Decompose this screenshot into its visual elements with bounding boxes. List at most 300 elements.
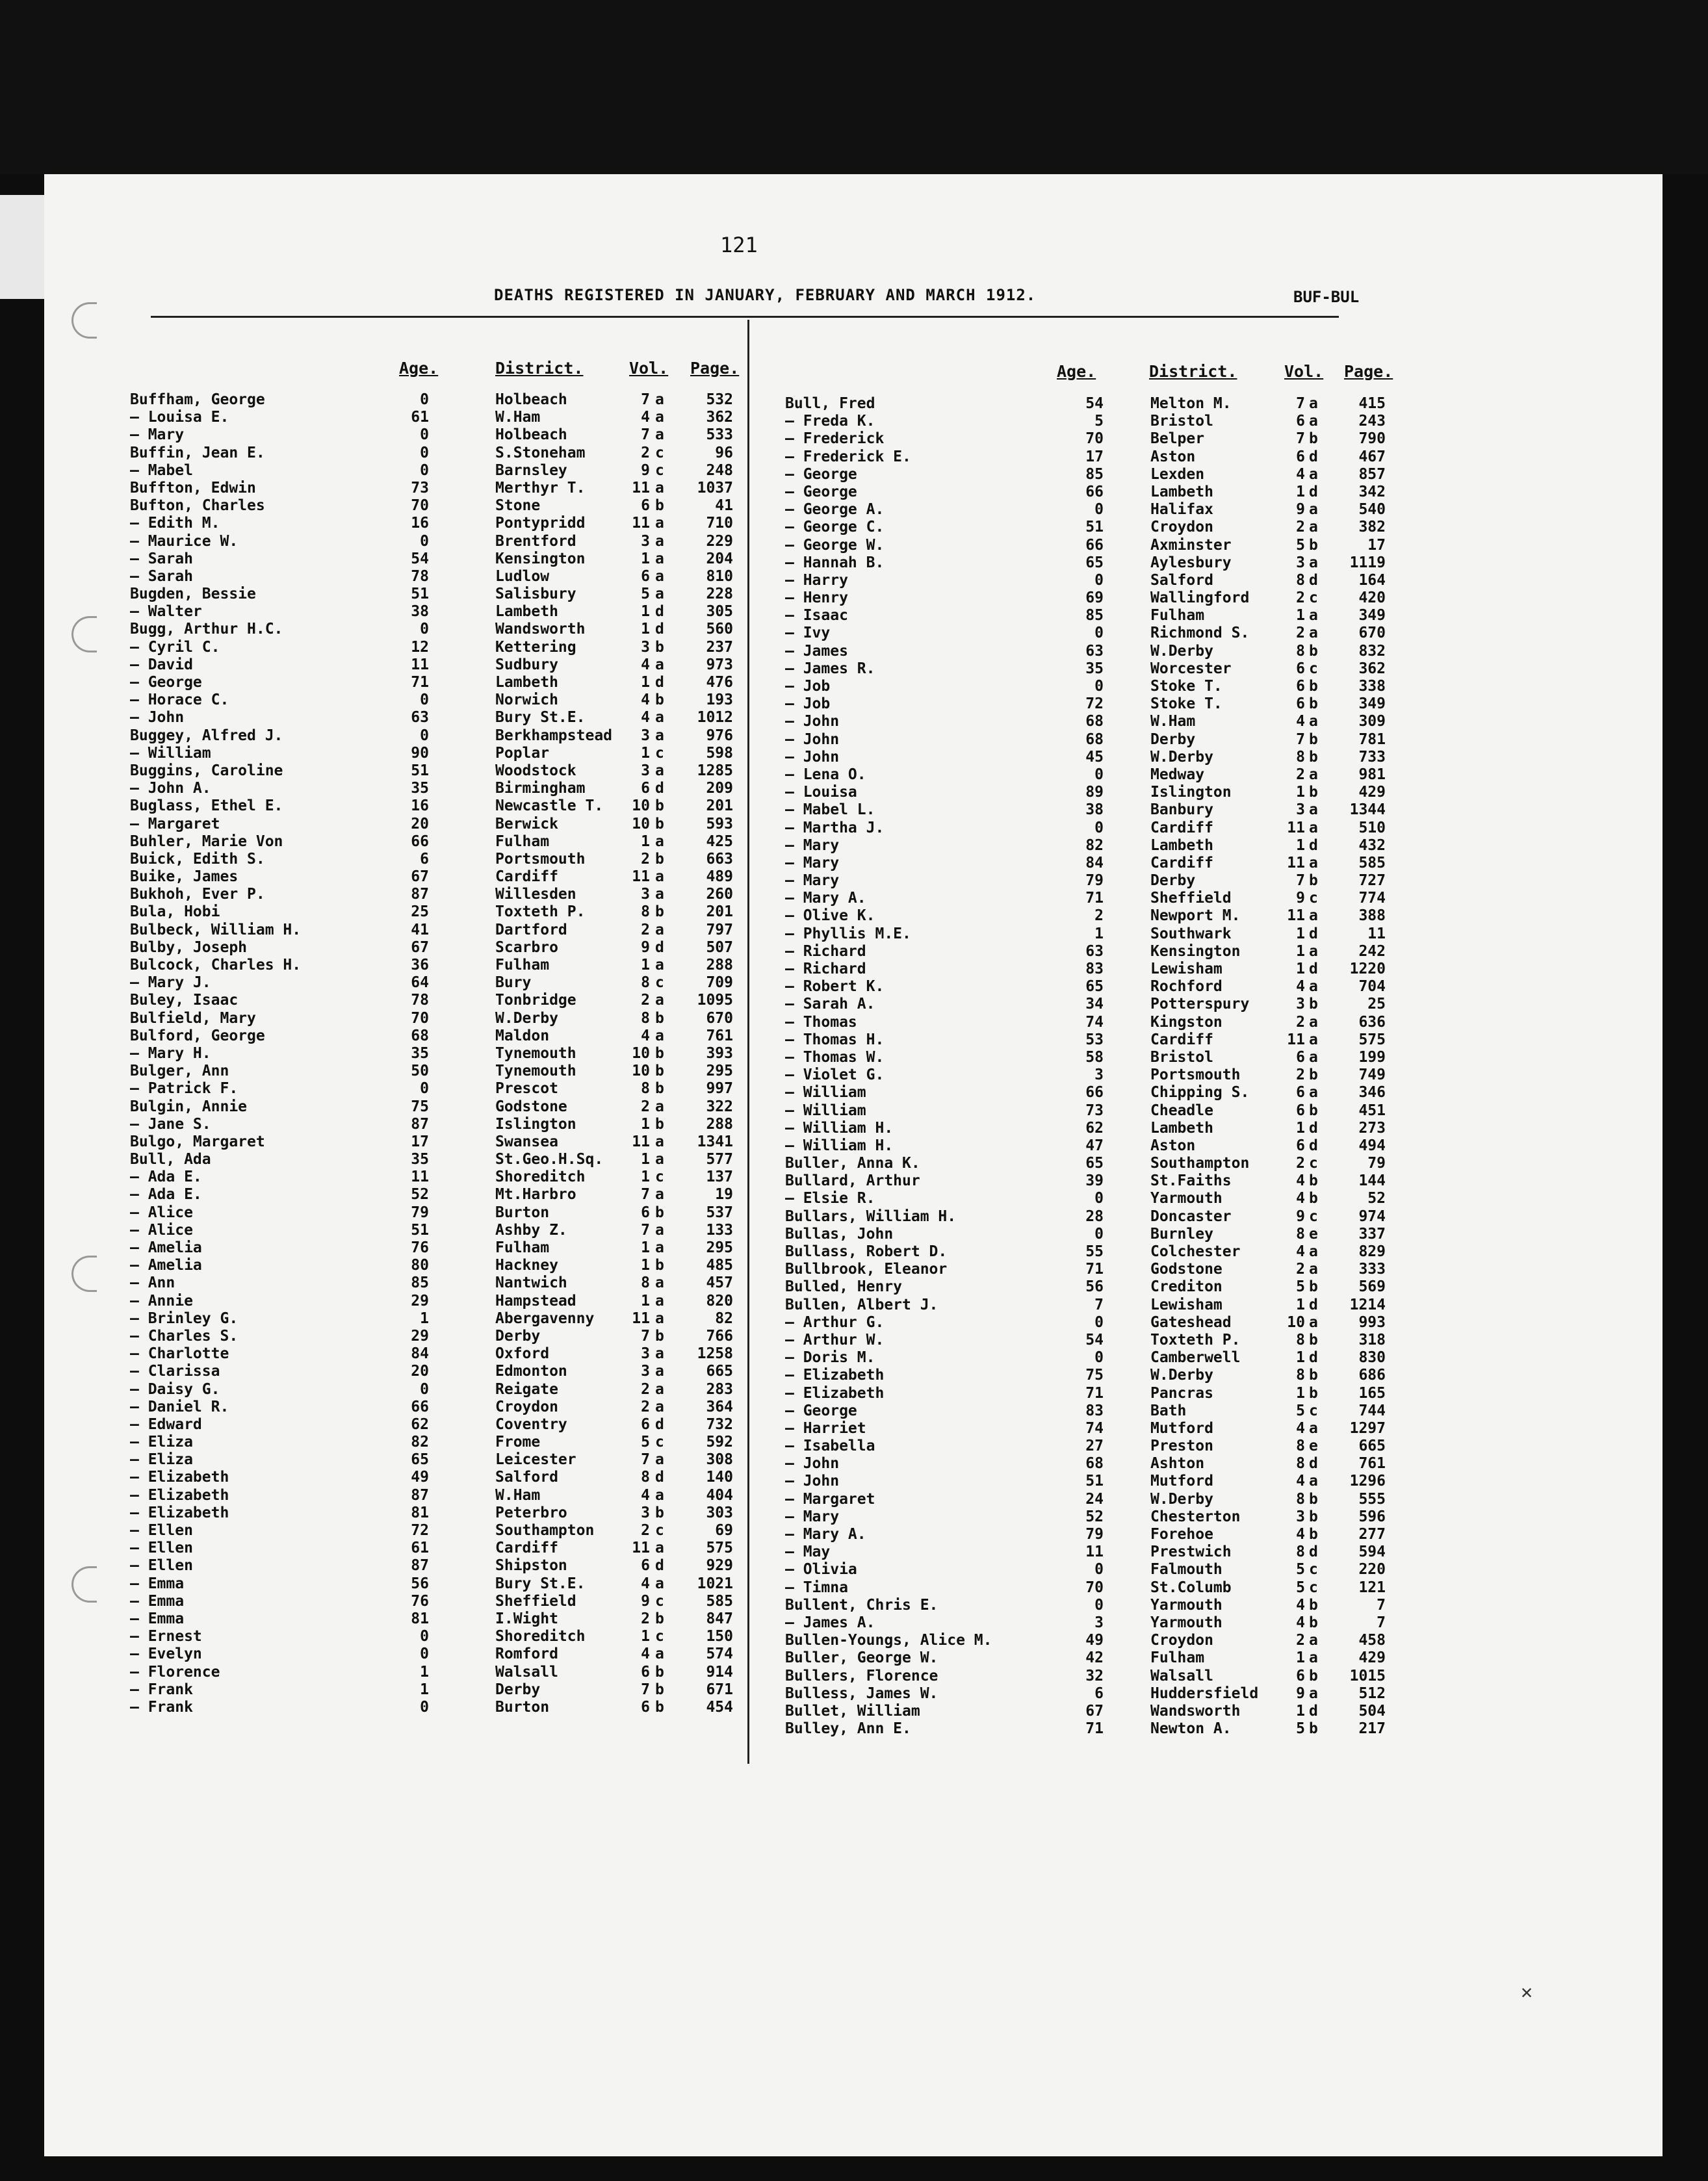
entry-volume: 8	[1296, 571, 1305, 589]
register-row	[130, 1257, 741, 1274]
entry-volume-letter: d	[655, 780, 664, 797]
entry-age: 54	[411, 550, 429, 567]
entry-volume-letter: d	[1309, 483, 1318, 500]
register-row	[130, 851, 741, 868]
entry-district: W.Ham	[1150, 713, 1196, 730]
entry-name: Buglass, Ethel E.	[130, 797, 283, 815]
register-row	[785, 1066, 1409, 1084]
entry-name: — Horace C.	[130, 691, 229, 709]
entry-volume-letter: a	[655, 1645, 664, 1663]
entry-page: 201	[706, 903, 733, 921]
entry-volume: 6	[1296, 678, 1305, 695]
entry-volume: 11	[1287, 819, 1305, 836]
entry-name: — Edith M.	[130, 515, 220, 532]
entry-volume: 2	[1296, 1155, 1305, 1172]
entry-page: 165	[1358, 1384, 1386, 1402]
register-row	[785, 1543, 1409, 1561]
entry-page: 533	[706, 426, 733, 444]
entry-volume: 11	[1287, 1031, 1305, 1048]
entry-volume-letter: a	[655, 1345, 664, 1363]
entry-page: 420	[1358, 589, 1386, 607]
entry-age: 51	[1085, 1473, 1104, 1490]
entry-name: Bulless, James W.	[785, 1684, 938, 1702]
entry-district: Lambeth	[1150, 1119, 1213, 1137]
entry-page: 766	[706, 1327, 733, 1345]
entry-page: 41	[715, 497, 733, 515]
entry-volume: 7	[641, 1327, 650, 1345]
entry-age: 38	[411, 603, 429, 621]
entry-district: Edmonton	[495, 1363, 567, 1380]
entry-volume-letter: d	[1309, 1702, 1318, 1720]
entry-age: 81	[411, 1610, 429, 1627]
entry-district: Fulham	[1150, 1649, 1205, 1667]
entry-volume: 6	[641, 1557, 650, 1575]
entry-volume-letter: d	[1309, 925, 1318, 942]
entry-volume: 10	[632, 1063, 650, 1080]
entry-name: Bullers, Florence	[785, 1667, 938, 1684]
entry-volume: 8	[1296, 1225, 1305, 1243]
entry-age: 75	[411, 1098, 429, 1115]
entry-name: Buick, Edith S.	[130, 850, 265, 868]
register-row	[130, 1522, 741, 1540]
entry-volume-letter: b	[1309, 430, 1318, 448]
entry-volume: 4	[641, 1645, 650, 1663]
entry-name: — Amelia	[130, 1239, 202, 1256]
entry-age: 55	[1085, 1243, 1104, 1260]
entry-name: — George	[785, 465, 857, 483]
entry-name: — John	[785, 730, 840, 748]
entry-volume-letter: c	[1309, 1561, 1318, 1579]
entry-page: 993	[1358, 1313, 1386, 1331]
entry-district: Tonbridge	[495, 992, 576, 1009]
entry-district: Godstone	[495, 1098, 567, 1115]
entry-volume-letter: c	[655, 1628, 664, 1645]
register-row	[785, 1314, 1409, 1332]
register-row	[130, 762, 741, 780]
entry-page: 338	[1358, 678, 1386, 695]
register-row	[785, 1473, 1409, 1490]
entry-district: Doncaster	[1150, 1207, 1232, 1225]
entry-volume: 8	[641, 903, 650, 921]
index-range: BUF-BUL	[1293, 288, 1360, 306]
entry-page: 585	[706, 1592, 733, 1610]
entry-name: — George C.	[785, 519, 885, 536]
entry-name: — Freda K.	[785, 413, 875, 430]
entry-volume-letter: a	[1309, 1031, 1318, 1048]
register-row	[785, 537, 1409, 554]
left-entries	[130, 391, 741, 1716]
entry-name: — Hannah B.	[785, 554, 885, 571]
entry-name: — George	[785, 1402, 857, 1419]
entry-volume: 7	[641, 426, 650, 444]
entry-age: 0	[420, 426, 429, 444]
entry-name: — Mary	[130, 426, 185, 444]
entry-age: 0	[420, 691, 429, 709]
entry-district: Swansea	[495, 1133, 558, 1150]
entry-district: Pancras	[1150, 1384, 1213, 1402]
entry-district: Lambeth	[1150, 836, 1213, 854]
entry-volume-letter: b	[655, 1663, 664, 1681]
entry-age: 0	[1094, 1349, 1104, 1367]
entry-age: 51	[411, 1221, 429, 1239]
entry-district: Huddersfield	[1150, 1684, 1259, 1702]
entry-page: 362	[706, 409, 733, 426]
entry-volume-letter: d	[1309, 1296, 1318, 1313]
entry-name: Bullen, Albert J.	[785, 1296, 938, 1313]
entry-district: Southampton	[1150, 1155, 1250, 1172]
entry-page: 458	[1358, 1632, 1386, 1649]
register-row	[785, 1526, 1409, 1543]
entry-name: — Olivia	[785, 1561, 857, 1579]
entry-page: 671	[706, 1681, 733, 1698]
entry-name: — Thomas W.	[785, 1048, 885, 1066]
entry-age: 66	[411, 832, 429, 850]
entry-name: — George W.	[785, 536, 885, 554]
entry-volume: 1	[641, 1257, 650, 1274]
entry-age: 17	[411, 1133, 429, 1150]
entry-volume: 11	[632, 479, 650, 497]
entry-page: 574	[706, 1645, 733, 1663]
scan-margin-strip	[0, 195, 44, 299]
entry-district: Oxford	[495, 1345, 550, 1363]
register-row	[785, 625, 1409, 642]
entry-volume: 1	[1296, 836, 1305, 854]
entry-district: Lambeth	[1150, 483, 1213, 500]
entry-volume: 4	[641, 656, 650, 673]
entry-volume: 4	[1296, 1190, 1305, 1207]
header-vol: Vol.	[629, 359, 669, 378]
entry-age: 68	[1085, 730, 1104, 748]
entry-volume: 10	[632, 815, 650, 832]
entry-name: — Evelyn	[130, 1645, 202, 1663]
entry-age: 20	[411, 815, 429, 832]
entry-volume-letter: c	[1309, 660, 1318, 677]
entry-district: Scarbro	[495, 938, 558, 956]
entry-volume: 8	[1296, 1543, 1305, 1561]
register-row	[130, 1451, 741, 1469]
entry-district: Aylesbury	[1150, 554, 1232, 571]
entry-volume: 6	[1296, 695, 1305, 713]
entry-age: 56	[411, 1575, 429, 1592]
entry-page: 1296	[1349, 1473, 1386, 1490]
register-row	[130, 1274, 741, 1292]
entry-page: 973	[706, 656, 733, 673]
entry-page: 204	[706, 550, 733, 567]
entry-volume-letter: b	[1309, 695, 1318, 713]
entry-page: 569	[1358, 1278, 1386, 1296]
register-row	[130, 1310, 741, 1328]
entry-age: 64	[411, 974, 429, 992]
register-row	[130, 639, 741, 656]
entry-age: 39	[1085, 1172, 1104, 1190]
entry-volume-letter: b	[655, 1080, 664, 1098]
entry-district: Southwark	[1150, 925, 1232, 942]
entry-volume-letter: b	[655, 497, 664, 515]
entry-name: Bukhoh, Ever P.	[130, 886, 265, 903]
scan-mark-icon: ✕	[1521, 1981, 1533, 2004]
entry-name: — Ivy	[785, 625, 831, 642]
entry-age: 0	[1094, 625, 1104, 642]
entry-name: — Elizabeth	[785, 1384, 885, 1402]
entry-page: 243	[1358, 413, 1386, 430]
entry-district: Kingston	[1150, 1013, 1223, 1031]
entry-name: — Charlotte	[130, 1345, 229, 1363]
entry-age: 65	[1085, 554, 1104, 571]
entry-age: 73	[1085, 1102, 1104, 1119]
entry-volume-letter: a	[1309, 942, 1318, 960]
entry-district: Abergavenny	[495, 1310, 595, 1327]
entry-name: — John A.	[130, 780, 211, 797]
entry-volume-letter: a	[655, 1310, 664, 1327]
entry-volume-letter: c	[655, 1434, 664, 1451]
entry-age: 0	[420, 1380, 429, 1398]
entry-age: 83	[1085, 1402, 1104, 1419]
entry-volume-letter: b	[1309, 1102, 1318, 1119]
entry-name: — William H.	[785, 1119, 894, 1137]
entry-age: 66	[1085, 536, 1104, 554]
entry-volume: 3	[641, 638, 650, 656]
entry-name: Bullard, Arthur	[785, 1172, 920, 1190]
entry-age: 62	[411, 1415, 429, 1433]
entry-volume: 11	[632, 1310, 650, 1327]
register-row	[130, 656, 741, 674]
entry-name: — Timna	[785, 1579, 848, 1596]
entry-volume: 6	[641, 780, 650, 797]
entry-name: — Ellen	[130, 1540, 193, 1557]
entry-name: — Elizabeth	[130, 1504, 229, 1521]
page-number: 121	[720, 233, 758, 257]
entry-page: 555	[1358, 1490, 1386, 1508]
entry-name: — Sarah	[130, 567, 193, 585]
entry-volume: 2	[641, 1610, 650, 1627]
register-row	[130, 780, 741, 797]
entry-district: W.Ham	[495, 409, 541, 426]
entry-age: 0	[1094, 1225, 1104, 1243]
entry-volume-letter: e	[1309, 1438, 1318, 1455]
register-row	[130, 1098, 741, 1116]
entry-name: Buike, James	[130, 868, 239, 886]
entry-name: — Walter	[130, 603, 202, 621]
header-district: District.	[1149, 362, 1237, 381]
entry-volume: 9	[1296, 890, 1305, 907]
entry-volume: 5	[1296, 1579, 1305, 1596]
entry-page: 847	[706, 1610, 733, 1627]
entry-name: — Louisa E.	[130, 409, 229, 426]
entry-volume: 2	[1296, 1261, 1305, 1278]
entry-volume: 6	[1296, 1084, 1305, 1102]
entry-district: Burnley	[1150, 1225, 1213, 1243]
entry-name: Bulby, Joseph	[130, 938, 248, 956]
entry-age: 74	[1085, 1013, 1104, 1031]
entry-age: 0	[420, 1628, 429, 1645]
entry-volume: 7	[1296, 430, 1305, 448]
register-row	[130, 515, 741, 532]
entry-age: 0	[1094, 766, 1104, 783]
entry-name: — Amelia	[130, 1257, 202, 1274]
entry-name: — Ellen	[130, 1557, 193, 1575]
entry-age: 61	[411, 409, 429, 426]
entry-name: — Cyril C.	[130, 638, 220, 656]
entry-age: 84	[411, 1345, 429, 1363]
register-row	[785, 1049, 1409, 1066]
entry-page: 810	[706, 567, 733, 585]
entry-district: Yarmouth	[1150, 1614, 1223, 1631]
entry-name: — Richard	[785, 961, 866, 977]
register-row	[785, 466, 1409, 484]
entry-name: — John	[785, 713, 840, 730]
entry-volume-letter: a	[1309, 465, 1318, 483]
register-row	[785, 1579, 1409, 1597]
register-row	[785, 1297, 1409, 1314]
entry-age: 17	[1085, 448, 1104, 465]
entry-page: 560	[706, 621, 733, 638]
entry-age: 0	[1094, 1313, 1104, 1331]
entry-page: 309	[1358, 713, 1386, 730]
entry-age: 11	[411, 656, 429, 673]
entry-volume: 4	[641, 709, 650, 727]
entry-volume-letter: a	[1309, 713, 1318, 730]
entry-age: 76	[411, 1592, 429, 1610]
entry-volume: 5	[641, 1434, 650, 1451]
register-row	[785, 1385, 1409, 1402]
entry-volume-letter: c	[655, 1168, 664, 1186]
entry-page: 467	[1358, 448, 1386, 465]
entry-district: Norwich	[495, 691, 558, 709]
register-row	[130, 727, 741, 745]
entry-district: Berkhampstead	[495, 727, 613, 744]
entry-name: — Eliza	[130, 1434, 193, 1451]
entry-page: 732	[706, 1415, 733, 1433]
register-row	[130, 1593, 741, 1610]
register-row	[130, 621, 741, 638]
register-row	[130, 868, 741, 886]
entry-name: Bula, Hobi	[130, 903, 220, 921]
entry-district: Fulham	[495, 1239, 550, 1256]
entry-age: 49	[1085, 1632, 1104, 1649]
entry-age: 87	[411, 886, 429, 903]
entry-name: — Mary A.	[785, 1526, 866, 1543]
entry-district: Coventry	[495, 1415, 567, 1433]
entry-page: 670	[1358, 625, 1386, 642]
entry-page: 11	[1367, 925, 1386, 942]
entry-district: Salford	[495, 1469, 558, 1486]
entry-name: — Margaret	[785, 1490, 875, 1508]
entry-district: Banbury	[1150, 801, 1213, 819]
entry-volume: 11	[632, 1540, 650, 1557]
entry-district: Salford	[1150, 571, 1213, 589]
entry-district: Belper	[1150, 430, 1205, 448]
entry-page: 636	[1358, 1013, 1386, 1031]
register-row	[785, 731, 1409, 749]
entry-district: Croydon	[1150, 519, 1213, 536]
entry-volume-letter: a	[655, 1027, 664, 1044]
register-row	[785, 554, 1409, 572]
entry-page: 164	[1358, 571, 1386, 589]
entry-page: 217	[1358, 1720, 1386, 1738]
entry-age: 79	[1085, 872, 1104, 890]
entry-volume: 4	[1296, 1526, 1305, 1543]
entry-name: Bulger, Ann	[130, 1063, 229, 1080]
entry-page: 393	[706, 1044, 733, 1062]
entry-district: Preston	[1150, 1438, 1213, 1455]
entry-district: Lambeth	[495, 603, 558, 621]
entry-district: Forehoe	[1150, 1526, 1213, 1543]
register-row	[785, 430, 1409, 448]
entry-district: Woodstock	[495, 762, 576, 779]
header-age: Age.	[399, 359, 439, 378]
register-row	[785, 713, 1409, 730]
register-row	[130, 550, 741, 568]
entry-age: 66	[1085, 483, 1104, 500]
register-row	[785, 1137, 1409, 1155]
entry-name: — Richard	[785, 942, 866, 960]
entry-age: 0	[1094, 678, 1104, 695]
entry-volume-letter: a	[655, 1451, 664, 1469]
entry-age: 52	[411, 1186, 429, 1204]
entry-district: Godstone	[1150, 1261, 1223, 1278]
register-row	[785, 1614, 1409, 1632]
entry-district: Shoreditch	[495, 1168, 586, 1186]
entry-volume-letter: d	[1309, 1119, 1318, 1137]
entry-volume-letter: a	[1309, 501, 1318, 519]
entry-district: Prescot	[495, 1080, 558, 1098]
register-row	[785, 678, 1409, 695]
entry-page: 425	[706, 832, 733, 850]
register-row	[130, 497, 741, 515]
entry-volume: 1	[1296, 1649, 1305, 1667]
entry-volume-letter: b	[655, 1681, 664, 1698]
entry-age: 1	[420, 1310, 429, 1327]
entry-page: 237	[706, 638, 733, 656]
entry-name: — Charles S.	[130, 1327, 239, 1345]
entry-page: 121	[1358, 1579, 1386, 1596]
entry-volume: 1	[1296, 942, 1305, 960]
entry-name: Bullent, Chris E.	[785, 1596, 938, 1614]
register-row	[130, 745, 741, 762]
entry-page: 295	[706, 1063, 733, 1080]
entry-district: Yarmouth	[1150, 1596, 1223, 1614]
entry-volume: 8	[1296, 1367, 1305, 1384]
entry-name: — Mary	[785, 1508, 840, 1525]
entry-district: Poplar	[495, 744, 550, 762]
entry-page: 485	[706, 1257, 733, 1274]
entry-volume-letter: a	[655, 1098, 664, 1115]
entry-volume: 4	[1296, 465, 1305, 483]
register-row	[130, 1399, 741, 1416]
entry-age: 0	[1094, 571, 1104, 589]
entry-volume: 4	[1296, 1419, 1305, 1437]
entry-page: 17	[1367, 536, 1386, 554]
entry-age: 16	[411, 797, 429, 815]
entry-page: 415	[1358, 395, 1386, 412]
entry-volume: 1	[1296, 1296, 1305, 1313]
entry-volume: 11	[632, 1133, 650, 1150]
entry-page: 349	[1358, 695, 1386, 713]
entry-name: — Robert K.	[785, 978, 885, 996]
entry-volume: 2	[641, 850, 650, 868]
entry-age: 63	[1085, 942, 1104, 960]
entry-age: 29	[411, 1292, 429, 1310]
entry-volume: 1	[1296, 607, 1305, 625]
entry-page: 388	[1358, 907, 1386, 925]
entry-age: 71	[1085, 1384, 1104, 1402]
entry-name: — Isabella	[785, 1438, 875, 1455]
entry-volume: 4	[1296, 1172, 1305, 1190]
entry-district: Fulham	[1150, 607, 1205, 625]
entry-age: 6	[420, 850, 429, 868]
entry-volume-letter: a	[655, 886, 664, 903]
entry-name: Buggins, Caroline	[130, 762, 283, 779]
